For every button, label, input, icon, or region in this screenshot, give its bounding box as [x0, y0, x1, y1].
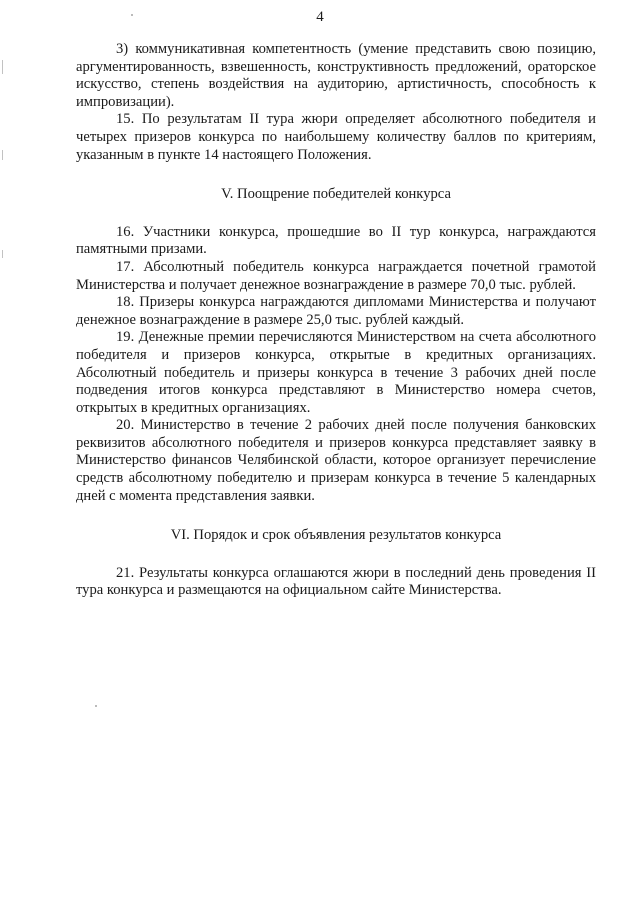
paragraph-item-3: 3) коммуникативная компетентность (умение представить свою позицию, аргументированность, взвешенность, конструктивность предложений, ораторское искусство, степень воздействия на аудиторию, артистичность, способность к импровизации). — [76, 41, 596, 110]
scan-edge-mark — [2, 250, 3, 258]
document-body — [76, 41, 596, 600]
paragraph-item-16: 16. Участники конкурса, прошедшие во II тур конкурса, награждаются памятными призами. — [76, 223, 596, 258]
page-number: 4 — [316, 9, 324, 25]
paragraph-item-17: 17. Абсолютный победитель конкурса награждается почетной грамотой Министерства и получает денежное вознаграждение в размере 70,0 тыс. рублей. — [76, 258, 596, 293]
scan-edge-mark — [2, 60, 3, 74]
section-heading-vi: VI. Порядок и срок объявления результатов конкурса — [170, 527, 502, 544]
scan-edge-mark — [2, 150, 3, 160]
paragraph-item-20: 20. Министерство в течение 2 рабочих дней после получения банковских реквизитов абсолютного победителя и призеров конкурса представляет заявку в Министерство финансов Челябинской области, которое организует перечисление средств абсолютному победителю и призерам конкурса в течение 5 календарных дней с момента представления заявки. — [76, 417, 596, 504]
paragraph-item-21: 21. Результаты конкурса оглашаются жюри в последний день проведения II тура конкурса и размещаются на официальном сайте Министерства. — [76, 564, 596, 599]
section-heading-v: V. Поощрение победителей конкурса — [221, 186, 451, 203]
paragraph-item-15: 15. По результатам II тура жюри определяет абсолютного победителя и четырех призеров конкурса по наибольшему количеству баллов по критериям, указанным в пункте 14 настоящего Положения. — [76, 111, 596, 163]
scan-speck — [95, 705, 97, 707]
paragraph-item-19: 19. Денежные премии перечисляются Министерством на счета абсолютного победителя и призеров конкурса, открытые в кредитных организациях. Абсолютный победитель и призеры конкурса в течение 3 рабочих дней после подведения итогов конкурса представляют в Министерство номера счетов, открытых в кредитных организациях. — [76, 329, 596, 416]
paragraph-item-18: 18. Призеры конкурса награждаются дипломами Министерства и получают денежное вознаграждение в размере 25,0 тыс. рублей каждый. — [76, 294, 596, 328]
